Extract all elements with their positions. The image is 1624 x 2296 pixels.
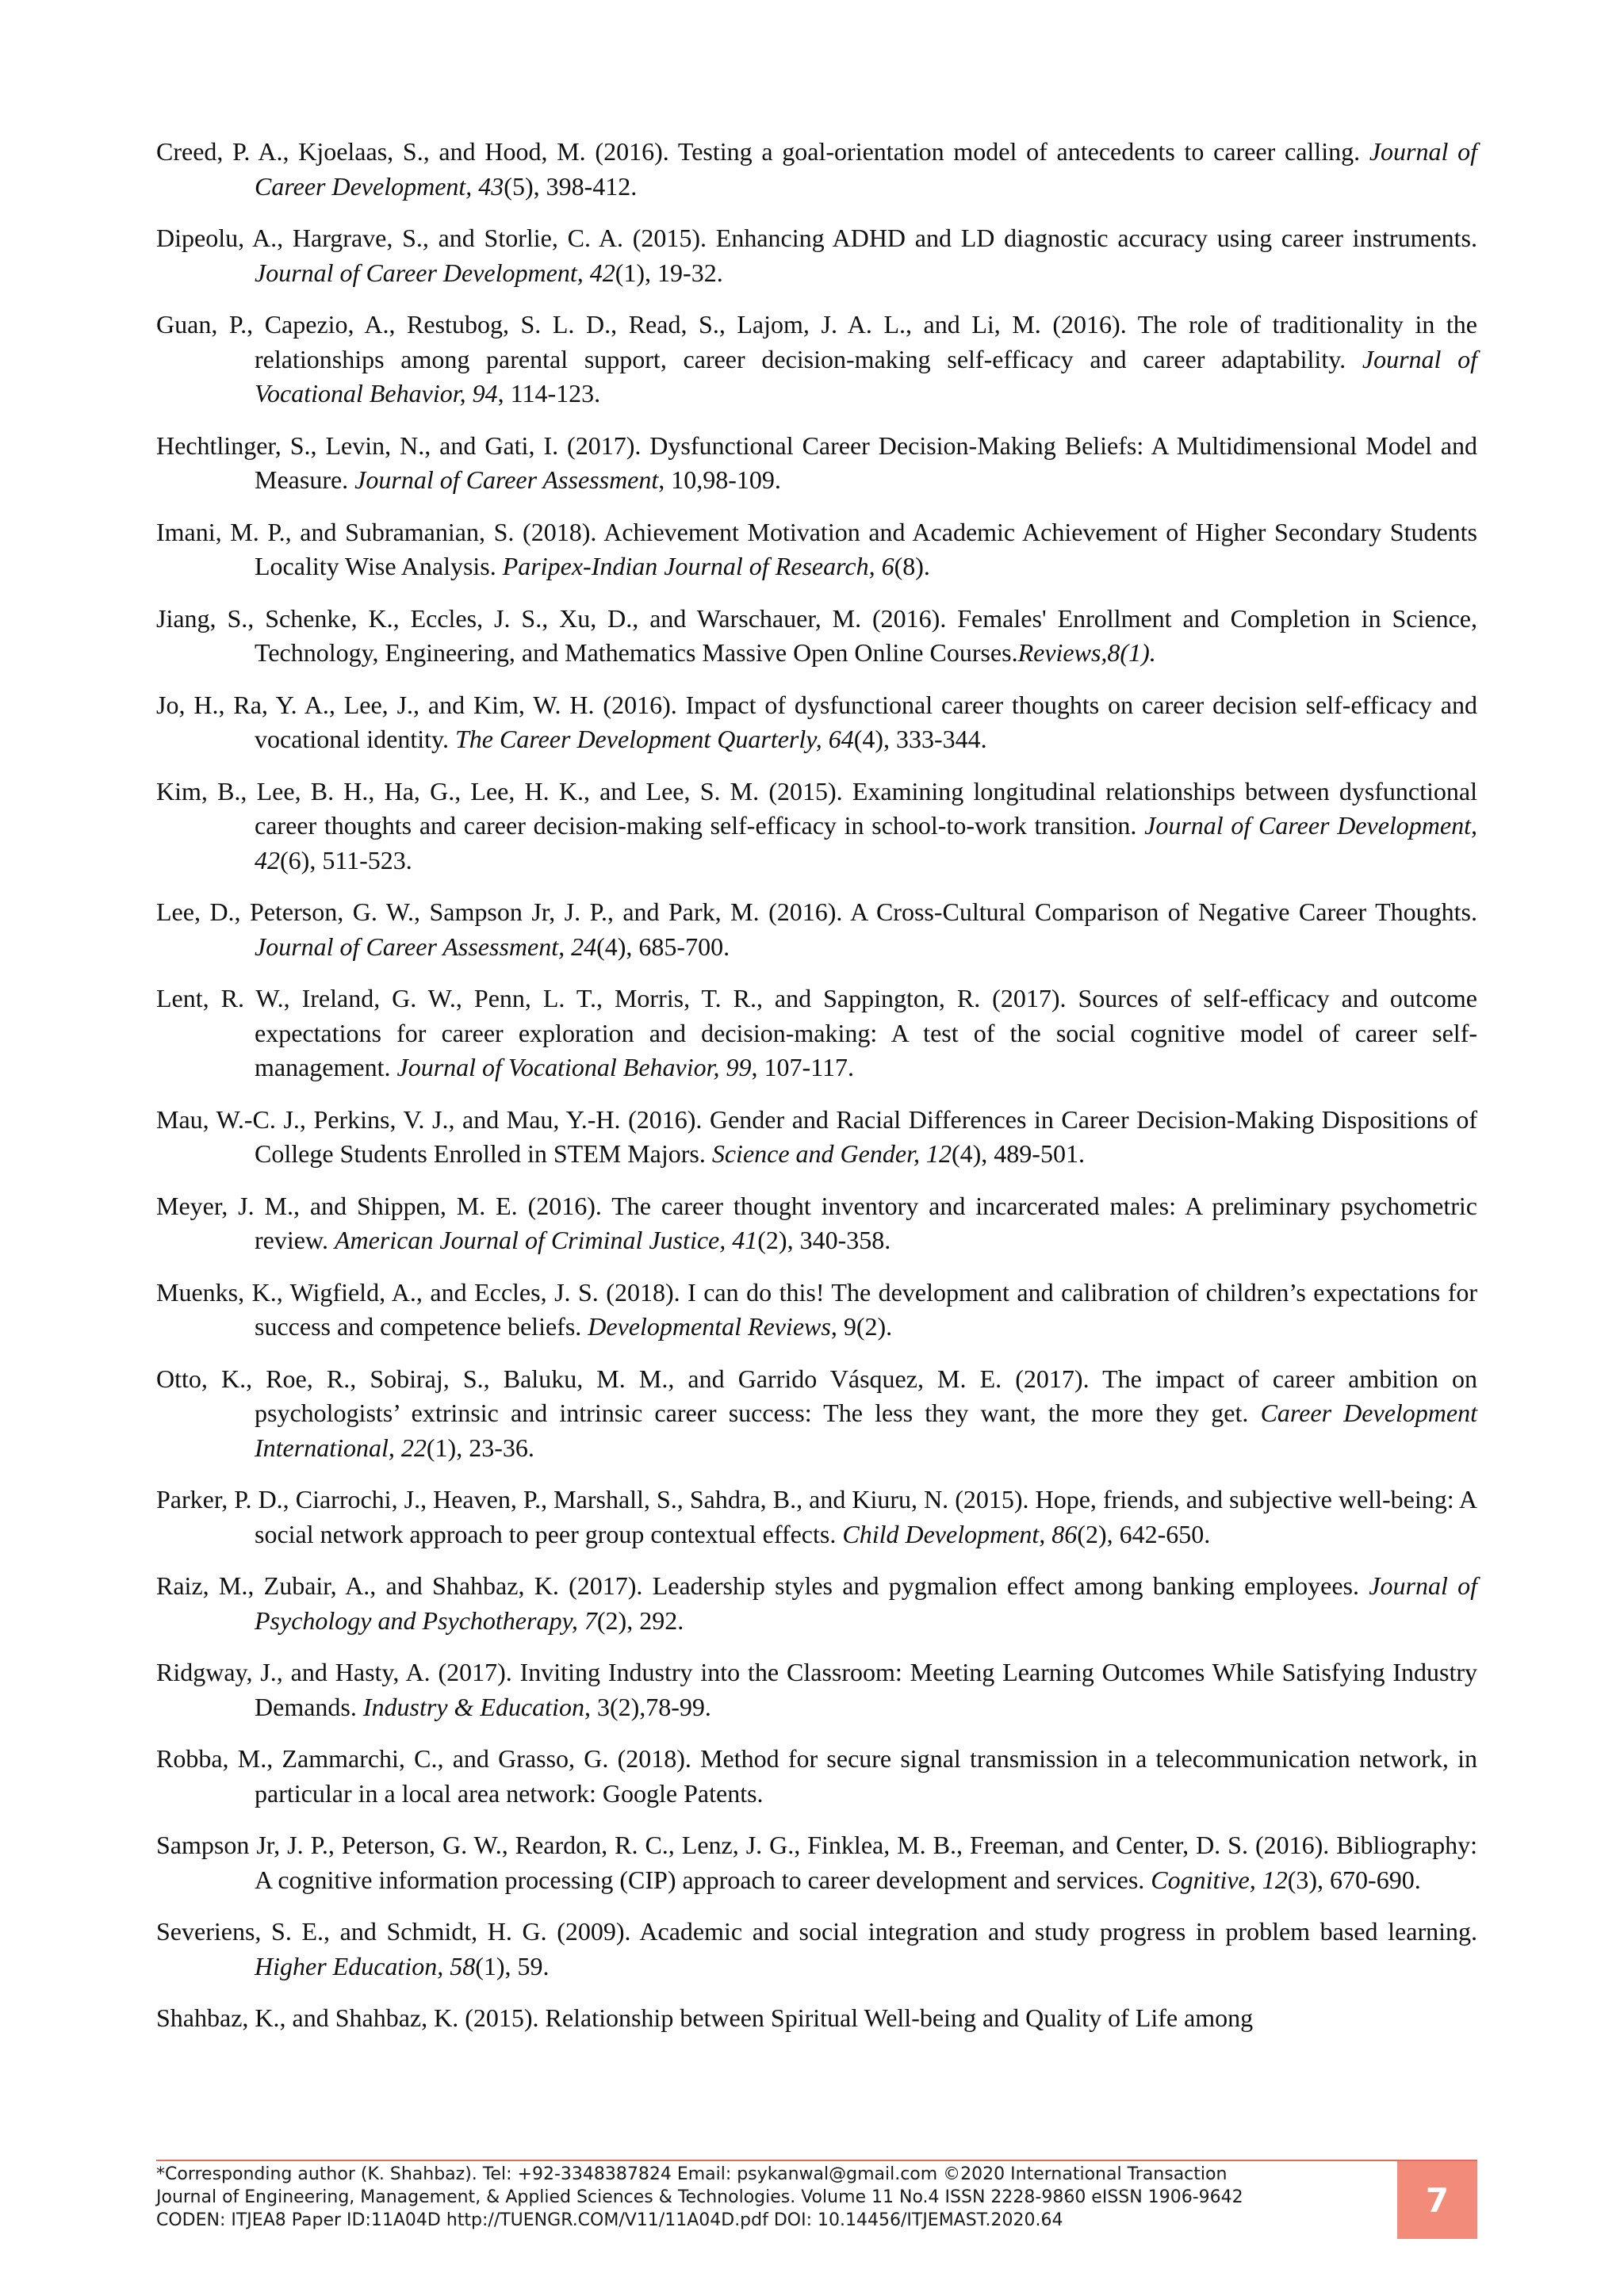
- reference-volume-pages: (2), 642-650.: [1077, 1519, 1211, 1548]
- reference-entry: [156, 135, 1477, 204]
- reference-entry: [156, 688, 1477, 757]
- reference-journal: The Career Development Quarterly, 64: [454, 725, 854, 753]
- reference-citation-text: Kim, B., Lee, B. H., Ha, G., Lee, H. K., and Lee, S. M. (2015). Examining longitudinal relationships between dysfunctional career thoughts and career decision-making self-efficacy in school-to-work transition.: [156, 776, 1477, 840]
- reference-entry: [156, 1362, 1477, 1466]
- reference-citation-text: Hechtlinger, S., Levin, N., and Gati, I. (2017). Dysfunctional Career Decision-Making Beliefs: A Multidimensional Model and Measure.: [156, 430, 1477, 494]
- reference-citation-text: Ridgway, J., and Hasty, A. (2017). Inviting Industry into the Classroom: Meeting Learning Outcomes While Satisfying Industry Demands.: [156, 1658, 1477, 1721]
- reference-journal: Journal of Career Development, 42: [255, 811, 1478, 874]
- reference-journal: Journal of Career Development, 42: [255, 258, 615, 287]
- reference-journal: American Journal of Criminal Justice, 41: [334, 1226, 758, 1254]
- reference-entry: [156, 221, 1477, 290]
- reference-journal: Journal of Career Assessment, 24: [255, 932, 597, 961]
- reference-journal: Journal of Vocational Behavior, 94: [255, 344, 1478, 408]
- reference-entry: [156, 308, 1477, 411]
- reference-journal: Higher Education, 58: [255, 1951, 476, 1980]
- reference-citation-text: Jiang, S., Schenke, K., Eccles, J. S., Xu, D., and Warschauer, M. (2016). Females' Enrollment and Completion in Science, Technology, Engineering, and Mathematics Massive Open Online Courses.: [156, 603, 1477, 667]
- reference-journal: Career Development International, 22: [255, 1399, 1478, 1462]
- reference-journal: Cognitive, 12: [1151, 1865, 1288, 1894]
- reference-volume-pages: , 107-117.: [751, 1053, 855, 1081]
- reference-volume-pages: (5), 398-412.: [504, 171, 638, 201]
- reference-entry: [156, 1655, 1477, 1724]
- reference-citation-text: Creed, P. A., Kjoelaas, S., and Hood, M. (2016). Testing a goal-orientation model of antecedents to career calling.: [156, 137, 1369, 166]
- reference-journal: Child Development, 86: [842, 1519, 1078, 1548]
- reference-journal: Journal of Career Assessment: [354, 465, 659, 494]
- reference-entry: [156, 2001, 1477, 2036]
- reference-entry: [156, 515, 1477, 584]
- reference-entry: [156, 1483, 1477, 1552]
- reference-volume-pages: (6), 511-523.: [280, 845, 412, 874]
- reference-volume-pages: (8).: [894, 552, 930, 580]
- reference-citation-text: Guan, P., Capezio, A., Restubog, S. L. D., Read, S., Lajom, J. A. L., and Li, M. (2016). The role of traditionality in the relationships among parental support, career decision-making self-efficacy and career adaptability.: [156, 310, 1477, 373]
- reference-entry: [156, 895, 1477, 964]
- page-number-badge: 7: [1397, 2161, 1477, 2239]
- reference-journal: Journal of Vocational Behavior, 99: [396, 1053, 752, 1081]
- reference-journal: Journal of Psychology and Psychotherapy, 7: [255, 1571, 1478, 1635]
- reference-citation-text: Severiens, S. E., and Schmidt, H. G. (2009). Academic and social integration and study progress in problem based learning.: [156, 1917, 1477, 1946]
- reference-journal: Reviews,8(1).: [1017, 638, 1156, 667]
- reference-list: [156, 135, 1477, 2053]
- footer-line-paper-info: CODEN: ITJEA8 Paper ID:11A04D http://TUENGR.COM/V11/11A04D.pdf DOI: 10.14456/ITJEMAST.2020.64: [156, 2210, 1063, 2230]
- reference-volume-pages: , 9(2).: [830, 1312, 893, 1341]
- reference-entry: [156, 1276, 1477, 1345]
- reference-entry: [156, 429, 1477, 498]
- reference-volume-pages: (2), 292.: [596, 1605, 684, 1635]
- page-footer: [156, 2163, 1393, 2232]
- reference-entry: [156, 1828, 1477, 1897]
- reference-journal: Journal of Career Development, 43: [255, 137, 1478, 201]
- reference-journal: Industry & Education: [362, 1692, 584, 1721]
- reference-citation-text: Lent, R. W., Ireland, G. W., Penn, L. T., Morris, T. R., and Sappington, R. (2017). Sources of self-efficacy and outcome expectations for career exploration and decision-making: A test of the social cognitive model of career self-management.: [156, 984, 1477, 1081]
- reference-volume-pages: , 114-123.: [497, 379, 601, 408]
- reference-entry: [156, 775, 1477, 878]
- reference-citation-text: Raiz, M., Zubair, A., and Shahbaz, K. (2017). Leadership styles and pygmalion effect among banking employees.: [156, 1571, 1369, 1600]
- reference-citation-text: Lee, D., Peterson, G. W., Sampson Jr, J. P., and Park, M. (2016). A Cross-Cultural Comparison of Negative Career Thoughts.: [156, 897, 1477, 926]
- reference-journal: Science and Gender, 12: [711, 1139, 952, 1168]
- reference-volume-pages: , 3(2),78-99.: [584, 1692, 711, 1721]
- reference-entry: [156, 1103, 1477, 1172]
- reference-journal: Paripex-Indian Journal of Research, 6: [502, 552, 894, 580]
- reference-entry: [156, 1569, 1477, 1638]
- reference-citation-text: Parker, P. D., Ciarrochi, J., Heaven, P., Marshall, S., Sahdra, B., and Kiuru, N. (2015). Hope, friends, and subjective well-being: A social network approach to peer group contextual effects.: [156, 1485, 1477, 1548]
- reference-volume-pages: (3), 670-690.: [1287, 1865, 1421, 1894]
- reference-volume-pages: (1), 23-36.: [426, 1433, 534, 1462]
- footer-divider: [156, 2160, 1477, 2161]
- footer-line-corresponding-author: *Corresponding author (K. Shahbaz). Tel: +92-3348387824 Email: psykanwal@gmail.com ©2020 International Transaction: [156, 2164, 1228, 2184]
- reference-citation-text: Robba, M., Zammarchi, C., and Grasso, G. (2018). Method for secure signal transmission in a telecommunication network, in particular in a local area network: Google Patents.: [156, 1744, 1477, 1808]
- reference-entry: [156, 1742, 1477, 1811]
- reference-journal: Developmental Reviews: [588, 1312, 831, 1341]
- reference-volume-pages: (2), 340-358.: [757, 1226, 891, 1254]
- reference-citation-text: Otto, K., Roe, R., Sobiraj, S., Baluku, M. M., and Garrido Vásquez, M. E. (2017). The impact of career ambition on psychologists’ extrinsic and intrinsic career success: The less they want, the more they get.: [156, 1364, 1477, 1427]
- reference-citation-text: Meyer, J. M., and Shippen, M. E. (2016). The career thought inventory and incarcerated males: A preliminary psychometric review.: [156, 1191, 1477, 1254]
- reference-citation-text: Muenks, K., Wigfield, A., and Eccles, J. S. (2018). I can do this! The development and calibration of children’s expectations for success and competence beliefs.: [156, 1277, 1477, 1341]
- reference-entry: [156, 1915, 1477, 1984]
- reference-volume-pages: (4), 685-700.: [596, 932, 730, 961]
- reference-citation-text: Shahbaz, K., and Shahbaz, K. (2015). Relationship between Spiritual Well-being and Quality of Life among: [156, 2003, 1254, 2032]
- reference-citation-text: Dipeolu, A., Hargrave, S., and Storlie, C. A. (2015). Enhancing ADHD and LD diagnostic accuracy using career instruments.: [156, 224, 1477, 252]
- reference-citation-text: Jo, H., Ra, Y. A., Lee, J., and Kim, W. H. (2016). Impact of dysfunctional career thoughts on career decision self-efficacy and vocational identity.: [156, 690, 1477, 753]
- reference-entry: [156, 982, 1477, 1085]
- reference-entry: [156, 602, 1477, 671]
- reference-citation-text: Sampson Jr, J. P., Peterson, G. W., Reardon, R. C., Lenz, J. G., Finklea, M. B., Freeman, and Center, D. S. (2016). Bibliography: A cognitive information processing (CIP) approach to career development and services.: [156, 1831, 1477, 1894]
- footer-line-journal-info: Journal of Engineering, Management, & Applied Sciences & Technologies. Volume 11 No.4 ISSN 2228-9860 eISSN 1906-9642: [156, 2187, 1243, 2207]
- reference-entry: [156, 1189, 1477, 1258]
- reference-citation-text: Imani, M. P., and Subramanian, S. (2018). Achievement Motivation and Academic Achievement of Higher Secondary Students Locality Wise Analysis.: [156, 517, 1477, 580]
- reference-volume-pages: (4), 333-344.: [853, 725, 987, 753]
- reference-volume-pages: (1), 59.: [475, 1951, 550, 1980]
- reference-volume-pages: (4), 489-501.: [951, 1139, 1085, 1168]
- reference-volume-pages: (1), 19-32.: [615, 258, 723, 287]
- reference-citation-text: Mau, W.-C. J., Perkins, V. J., and Mau, Y.-H. (2016). Gender and Racial Differences in Career Decision-Making Dispositions of College Students Enrolled in STEM Majors.: [156, 1104, 1477, 1168]
- reference-volume-pages: , 10,98-109.: [658, 465, 781, 494]
